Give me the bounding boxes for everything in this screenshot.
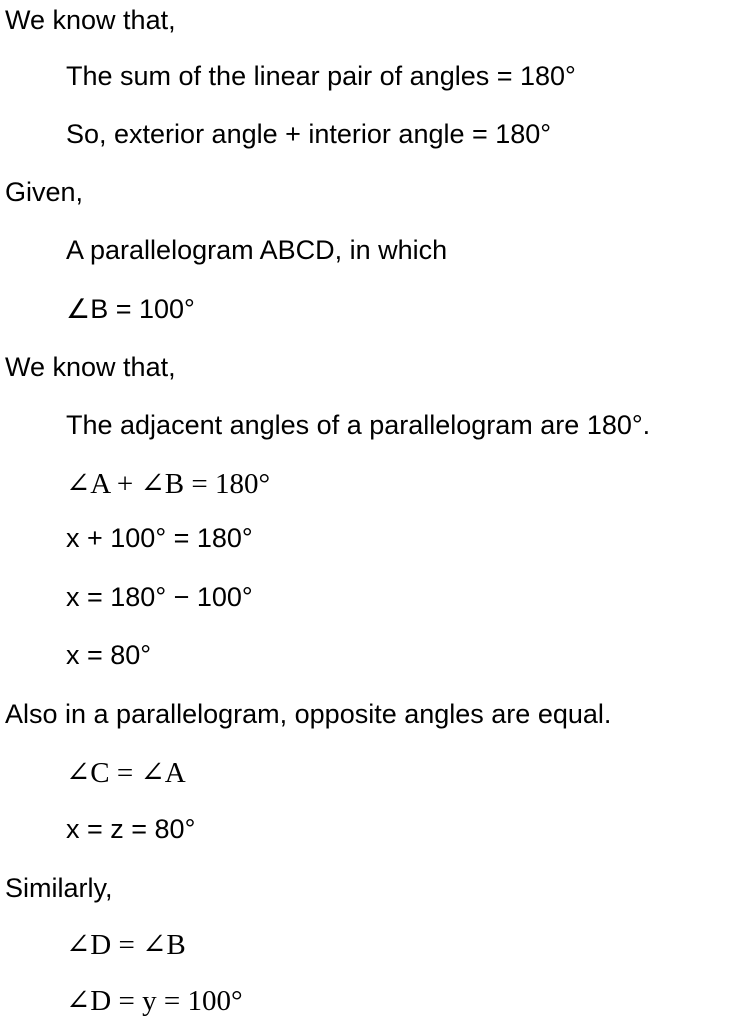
equation-d-equals-b: ∠D = ∠B bbox=[66, 929, 186, 961]
linear-pair-statement: The sum of the linear pair of angles = 180° bbox=[66, 61, 576, 91]
heading-given: Given, bbox=[5, 177, 84, 207]
heading-we-know-that-2: We know that, bbox=[5, 352, 176, 382]
equation-x-equals-z: x = z = 80° bbox=[66, 814, 196, 844]
exterior-interior-statement: So, exterior angle + interior angle = 180° bbox=[66, 119, 552, 149]
equation-c-equals-a: ∠C = ∠A bbox=[66, 757, 186, 789]
opposite-angles-statement: Also in a parallelogram, opposite angles are equal. bbox=[5, 699, 612, 729]
equation-d-equals-y: ∠D = y = 100° bbox=[66, 985, 243, 1017]
equation-x-difference: x = 180° − 100° bbox=[66, 582, 253, 612]
adjacent-angles-statement: The adjacent angles of a parallelogram are 180°. bbox=[66, 410, 651, 440]
equation-x-plus-100: x + 100° = 180° bbox=[66, 523, 253, 553]
equation-a-plus-b: ∠A + ∠B = 180° bbox=[66, 468, 271, 500]
equation-x-result: x = 80° bbox=[66, 640, 152, 670]
given-angle-b: ∠B = 100° bbox=[66, 294, 195, 324]
heading-similarly: Similarly, bbox=[5, 873, 113, 903]
heading-we-know-that: We know that, bbox=[5, 5, 176, 35]
given-parallelogram: A parallelogram ABCD, in which bbox=[66, 235, 448, 265]
